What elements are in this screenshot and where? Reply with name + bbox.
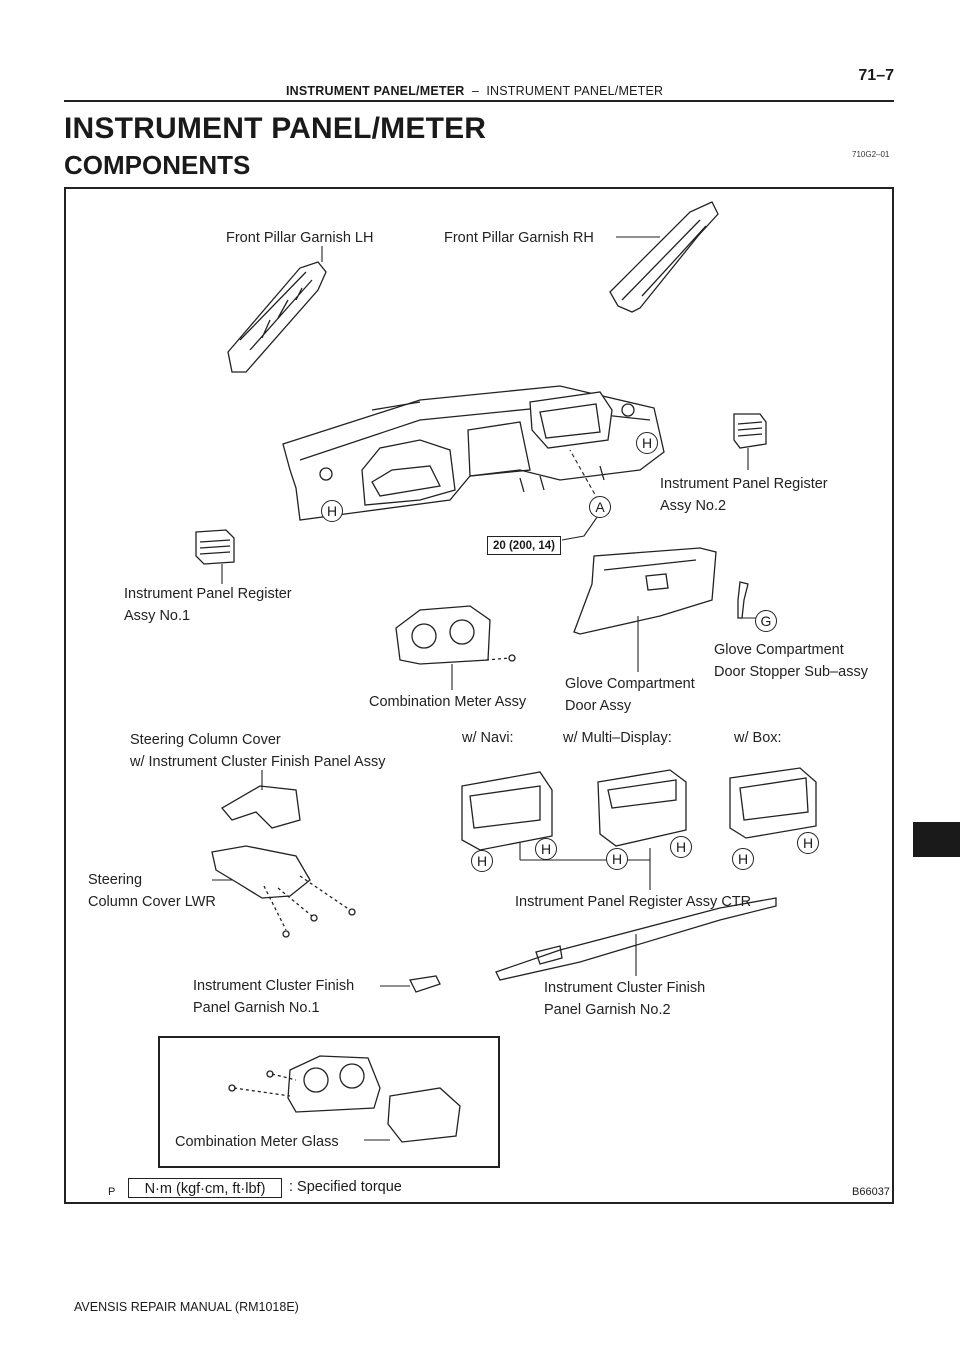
label-garnish-no1-l1: Instrument Cluster Finish xyxy=(193,978,355,994)
callout-g: G xyxy=(755,610,777,632)
p-mark: P xyxy=(108,1186,116,1198)
label-meter-glass: Combination Meter Glass xyxy=(175,1134,339,1150)
label-w-box: w/ Box: xyxy=(734,730,782,746)
page-footer: AVENSIS REPAIR MANUAL (RM1018E) xyxy=(74,1300,299,1314)
label-register-ctr: Instrument Panel Register Assy CTR xyxy=(515,894,752,910)
label-register-no2-l1: Instrument Panel Register xyxy=(660,476,828,492)
label-register-no2-l2: Assy No.2 xyxy=(660,498,727,514)
callout-h: H xyxy=(321,500,343,522)
callout-h: H xyxy=(797,832,819,854)
figure-code: B66037 xyxy=(852,1186,890,1198)
label-glove-door-l2: Door Assy xyxy=(565,698,632,714)
torque-unit-box: N·m (kgf·cm, ft·lbf) xyxy=(128,1178,282,1198)
label-register-no1-l1: Instrument Panel Register xyxy=(124,586,292,602)
label-steering-cover-l2: w/ Instrument Cluster Finish Panel Assy xyxy=(130,754,386,770)
combination-meter-drawing xyxy=(396,606,515,664)
register-no2-drawing xyxy=(734,414,766,448)
label-register-no1-l2: Assy No.1 xyxy=(124,608,191,624)
label-garnish-no1-l2: Panel Garnish No.1 xyxy=(193,1000,320,1016)
front-pillar-rh-drawing xyxy=(610,202,718,312)
label-garnish-no2-l2: Panel Garnish No.2 xyxy=(544,1002,671,1018)
header-section: INSTRUMENT PANEL/METER xyxy=(286,84,465,98)
callout-h: H xyxy=(606,848,628,870)
figure-reference: 710G2–01 xyxy=(852,150,890,159)
glove-door-drawing xyxy=(574,548,716,634)
section-subtitle: COMPONENTS xyxy=(64,150,251,180)
label-steering-lwr-l2: Column Cover LWR xyxy=(88,894,216,910)
label-front-pillar-lh: Front Pillar Garnish LH xyxy=(226,230,374,246)
label-glove-door-l1: Glove Compartment xyxy=(565,676,695,692)
label-garnish-no2-l1: Instrument Cluster Finish xyxy=(544,980,706,996)
torque-spec-box: 20 (200, 14) xyxy=(487,536,561,555)
front-pillar-lh-drawing xyxy=(228,262,326,372)
callout-h: H xyxy=(732,848,754,870)
label-front-pillar-rh: Front Pillar Garnish RH xyxy=(444,230,594,246)
steering-cover-drawing xyxy=(222,786,300,828)
header-separator: – xyxy=(471,84,479,98)
section-tab-marker xyxy=(913,822,960,857)
torque-legend-text: : Specified torque xyxy=(289,1179,402,1195)
callout-a: A xyxy=(589,496,611,518)
callout-h: H xyxy=(670,836,692,858)
page-title: INSTRUMENT PANEL/METER xyxy=(64,112,487,145)
callout-h: H xyxy=(636,432,658,454)
label-w-multi-display: w/ Multi–Display: xyxy=(563,730,672,746)
label-combination-meter: Combination Meter Assy xyxy=(369,694,527,710)
register-no1-drawing xyxy=(196,530,234,564)
label-w-navi: w/ Navi: xyxy=(462,730,514,746)
label-steering-lwr-l1: Steering xyxy=(88,872,143,888)
page-number: 71–7 xyxy=(858,67,894,84)
steering-cover-lwr-drawing xyxy=(212,846,355,937)
label-glove-stopper-l1: Glove Compartment xyxy=(714,642,844,658)
label-glove-stopper-l2: Door Stopper Sub–assy xyxy=(714,664,868,680)
callout-h: H xyxy=(535,838,557,860)
register-ctr-drawings xyxy=(462,768,816,850)
callout-h: H xyxy=(471,850,493,872)
label-steering-cover-l1: Steering Column Cover xyxy=(130,732,281,748)
glove-stopper-drawing xyxy=(738,582,748,618)
header-subsection: INSTRUMENT PANEL/METER xyxy=(486,84,664,98)
garnish-no1-drawing xyxy=(410,976,440,992)
